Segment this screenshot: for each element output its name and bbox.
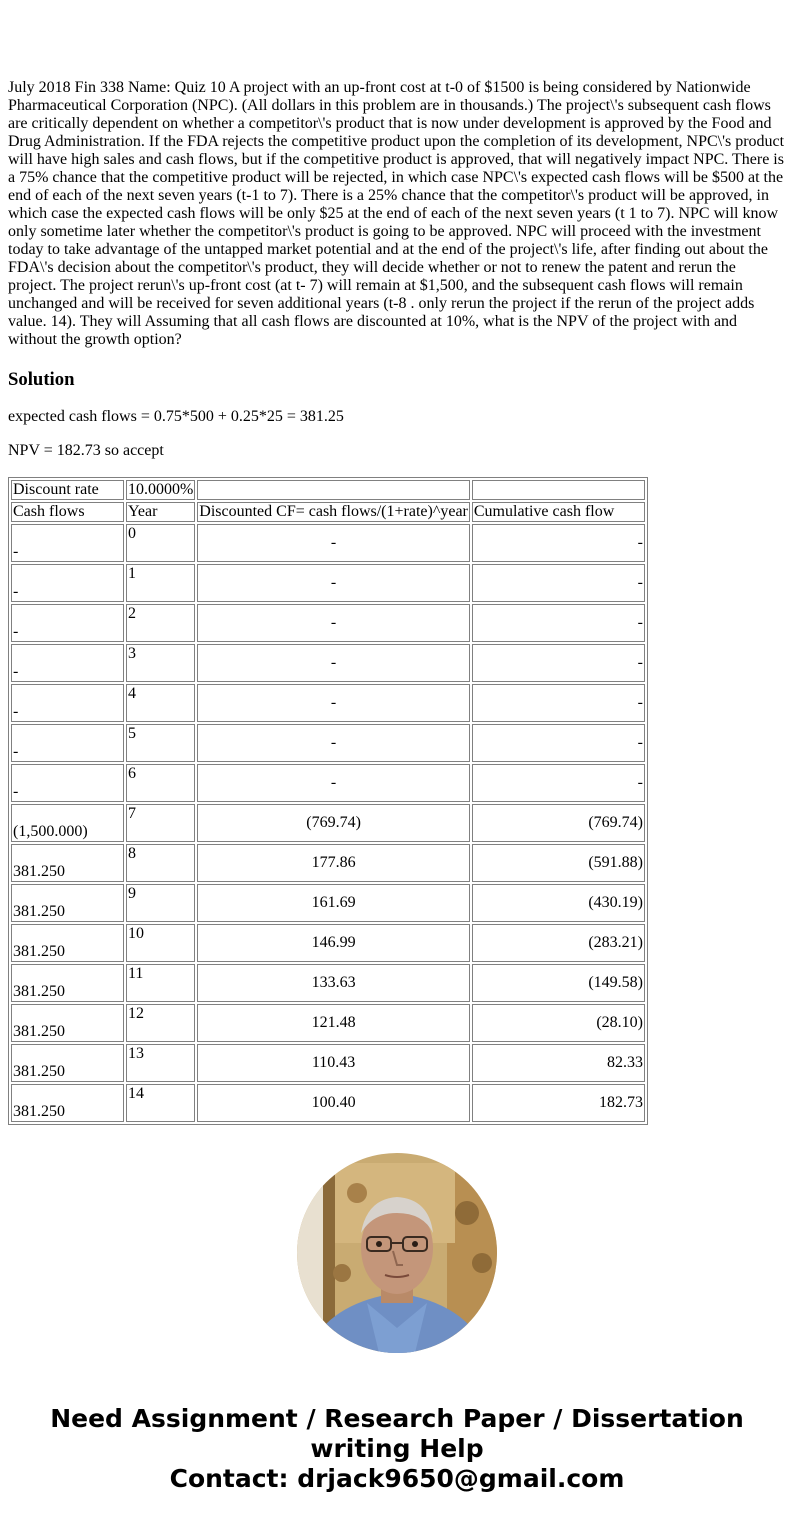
promo-footer: [0, 1404, 794, 1494]
table-row: [11, 804, 645, 842]
cash-flow-cell: (1,500.000): [11, 804, 124, 842]
discount-rate-row: [11, 480, 645, 500]
cash-flow-table: [8, 477, 648, 1125]
cumulative-cf-cell: (28.10): [472, 1004, 645, 1042]
cumulative-cf-cell: (769.74): [472, 804, 645, 842]
year-cell: 13: [126, 1044, 195, 1082]
expected-cash-flows-line: expected cash flows = 0.75*500 + 0.25*25 = 381.25: [8, 408, 344, 425]
cash-flow-cell: 381.250: [11, 1004, 124, 1042]
cumulative-cf-cell: (591.88): [472, 844, 645, 882]
discounted-cf-cell: 161.69: [197, 884, 470, 922]
table-row: [11, 924, 645, 962]
cumulative-cf-cell: -: [472, 644, 645, 682]
cumulative-cf-cell: (283.21): [472, 924, 645, 962]
cumulative-cf-cell: (430.19): [472, 884, 645, 922]
discounted-cf-cell: -: [197, 764, 470, 802]
promo-line-2: writing Help: [310, 1434, 484, 1463]
cash-flow-cell: 381.250: [11, 924, 124, 962]
year-cell: 5: [126, 724, 195, 762]
table-row: [11, 964, 645, 1002]
cumulative-cf-cell: -: [472, 604, 645, 642]
discounted-cf-cell: (769.74): [197, 804, 470, 842]
cumulative-cf-cell: 182.73: [472, 1084, 645, 1122]
cumulative-cf-cell: -: [472, 524, 645, 562]
empty-cell: [472, 480, 645, 500]
header-cumulative: Cumulative cash flow: [472, 502, 645, 522]
table-row: [11, 884, 645, 922]
header-row: [11, 502, 645, 522]
cash-flow-cell: 381.250: [11, 844, 124, 882]
npv-line: NPV = 182.73 so accept: [8, 442, 164, 459]
table-row: [11, 1084, 645, 1122]
discounted-cf-cell: 146.99: [197, 924, 470, 962]
discounted-cf-cell: -: [197, 564, 470, 602]
discounted-cf-cell: 100.40: [197, 1084, 470, 1122]
table-row: [11, 604, 645, 642]
discounted-cf-cell: -: [197, 604, 470, 642]
table-row: [11, 684, 645, 722]
cumulative-cf-cell: (149.58): [472, 964, 645, 1002]
discounted-cf-cell: -: [197, 524, 470, 562]
table-row: [11, 524, 645, 562]
year-cell: 0: [126, 524, 195, 562]
discounted-cf-cell: 110.43: [197, 1044, 470, 1082]
discounted-cf-cell: -: [197, 684, 470, 722]
table-row: [11, 844, 645, 882]
cash-flow-cell: -: [11, 684, 124, 722]
table-row: [11, 724, 645, 762]
cash-flow-cell: -: [11, 604, 124, 642]
author-photo-illustration: [297, 1153, 497, 1353]
cumulative-cf-cell: -: [472, 564, 645, 602]
year-cell: 7: [126, 804, 195, 842]
discounted-cf-cell: 133.63: [197, 964, 470, 1002]
cash-flow-cell: -: [11, 724, 124, 762]
year-cell: 11: [126, 964, 195, 1002]
year-cell: 9: [126, 884, 195, 922]
author-photo: [297, 1153, 497, 1353]
cash-flow-cell: -: [11, 764, 124, 802]
promo-line-1: Need Assignment / Research Paper / Dissertation: [50, 1404, 744, 1433]
cash-flow-cell: 381.250: [11, 1044, 124, 1082]
table-row: [11, 1044, 645, 1082]
cumulative-cf-cell: -: [472, 764, 645, 802]
question-text: July 2018 Fin 338 Name: Quiz 10 A project with an up-front cost at t-0 of $1500 is being considered by Nationwide Pharmaceutical Corporation (NPC). (All dollars in this problem are in thousands.) The project\'s subsequent cash flows are critically dependent on whether a competitor\'s product that is now under development is approved by the Food and Drug Administration. If the FDA rejects the competitive product upon the completion of its development, NPC\'s product will have high sales and cash flows, but if the competitive product is approved, that will negatively impact NPC. There is a 75% chance that the competitive product will be rejected, in which case NPC\'s expected cash flows will be $500 at the end of each of the next seven years (t-1 to 7). There is a 25% chance that the competitor\'s product will be approved, in which case the expected cash flows will be only $25 at the end of each of the next seven years (t 1 to 7). NPC will know only sometime later whether the competitor\'s product is going to be approved. NPC will proceed with the investment today to take advantage of the untapped market potential and at the end of the project\'s life, after finding out about the FDA\'s decision about the competitor\'s product, they will decide whether or not to renew the patent and rerun the project. The project rerun\'s up-front cost (at t- 7) will remain at $1,500, and the subsequent cash flows will remain unchanged and will be received for seven additional years (t-8 . only rerun the project if the rerun of the project adds value. 14). They will Assuming that all cash flows are discounted at 10%, what is the NPV of the project with and without the growth option?: [8, 79, 785, 348]
cumulative-cf-cell: -: [472, 724, 645, 762]
header-discounted-cf: Discounted CF= cash flows/(1+rate)^year: [199, 503, 468, 520]
cash-flow-cell: -: [11, 524, 124, 562]
table-row: [11, 564, 645, 602]
cumulative-cf-cell: 82.33: [472, 1044, 645, 1082]
year-cell: 1: [126, 564, 195, 602]
promo-contact[interactable]: Contact: drjack9650@gmail.com: [169, 1464, 625, 1493]
solution-heading: Solution: [8, 369, 75, 390]
empty-cell: [197, 480, 470, 500]
cash-flow-cell: 381.250: [11, 964, 124, 1002]
cash-flow-cell: 381.250: [11, 884, 124, 922]
cash-flow-cell: -: [11, 644, 124, 682]
year-cell: 4: [126, 684, 195, 722]
discounted-cf-cell: 121.48: [197, 1004, 470, 1042]
discount-rate-label: Discount rate: [11, 480, 124, 500]
table-row: [11, 764, 645, 802]
year-cell: 3: [126, 644, 195, 682]
year-cell: 6: [126, 764, 195, 802]
cash-flow-cell: 381.250: [11, 1084, 124, 1122]
year-cell: 8: [126, 844, 195, 882]
header-cash-flows: Cash flows: [11, 502, 124, 522]
header-year: Year: [126, 502, 195, 522]
table-row: [11, 644, 645, 682]
cash-flow-cell: -: [11, 564, 124, 602]
cumulative-cf-cell: -: [472, 684, 645, 722]
year-cell: 10: [126, 924, 195, 962]
year-cell: 12: [126, 1004, 195, 1042]
discount-rate-value: 10.0000%: [127, 481, 194, 498]
discounted-cf-cell: 177.86: [197, 844, 470, 882]
discounted-cf-cell: -: [197, 724, 470, 762]
table-row: [11, 1004, 645, 1042]
year-cell: 14: [126, 1084, 195, 1122]
discounted-cf-cell: -: [197, 644, 470, 682]
year-cell: 2: [126, 604, 195, 642]
